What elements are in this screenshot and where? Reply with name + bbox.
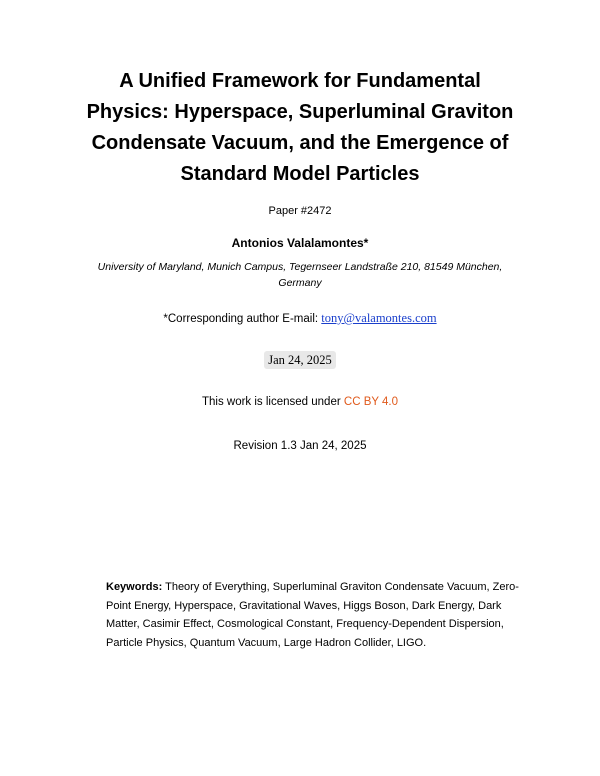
keywords-text: Theory of Everything, Superluminal Graviton Condensate Vacuum, Zero-Point Energy, Hyperspace, Gravitational Waves, Higgs Boson, Dark Energy, Dark Matter, Casimir Effect, Cosmological Constant, Frequency-Dependent Dispersion, Particle Physics, Quantum Vacuum, Large Hadron Collider, LIGO. xyxy=(106,581,519,649)
paper-number: Paper #2472 xyxy=(268,205,332,217)
corresponding-label: *Corresponding author E-mail: xyxy=(163,313,322,325)
title-line: Standard Model Particles xyxy=(180,163,420,185)
revision-info: Revision 1.3 Jan 24, 2025 xyxy=(233,440,367,452)
title-line: Condensate Vacuum, and the Emergence of xyxy=(91,132,509,154)
license-label: This work is licensed under xyxy=(201,396,344,408)
license-statement xyxy=(0,396,600,408)
license-link[interactable]: CC BY 4.0 xyxy=(343,396,399,408)
keywords-block xyxy=(106,578,526,652)
email-link[interactable]: tony@valamontes.com xyxy=(321,311,437,325)
date-badge: Jan 24, 2025 xyxy=(264,351,336,369)
affiliation-line: Germany xyxy=(278,277,322,289)
affiliation-line: University of Maryland, Munich Campus, Tegernseer Landstraße 210, 81549 München, xyxy=(97,261,503,273)
title-line: Physics: Hyperspace, Superluminal Graviton xyxy=(86,101,514,123)
corresponding-author xyxy=(0,311,600,326)
paper-title xyxy=(40,66,560,190)
keywords-label: Keywords: xyxy=(106,581,163,593)
author-affiliation xyxy=(40,259,560,291)
title-line: A Unified Framework for Fundamental xyxy=(119,70,481,92)
author-name: Antonios Valalamontes* xyxy=(231,236,369,250)
